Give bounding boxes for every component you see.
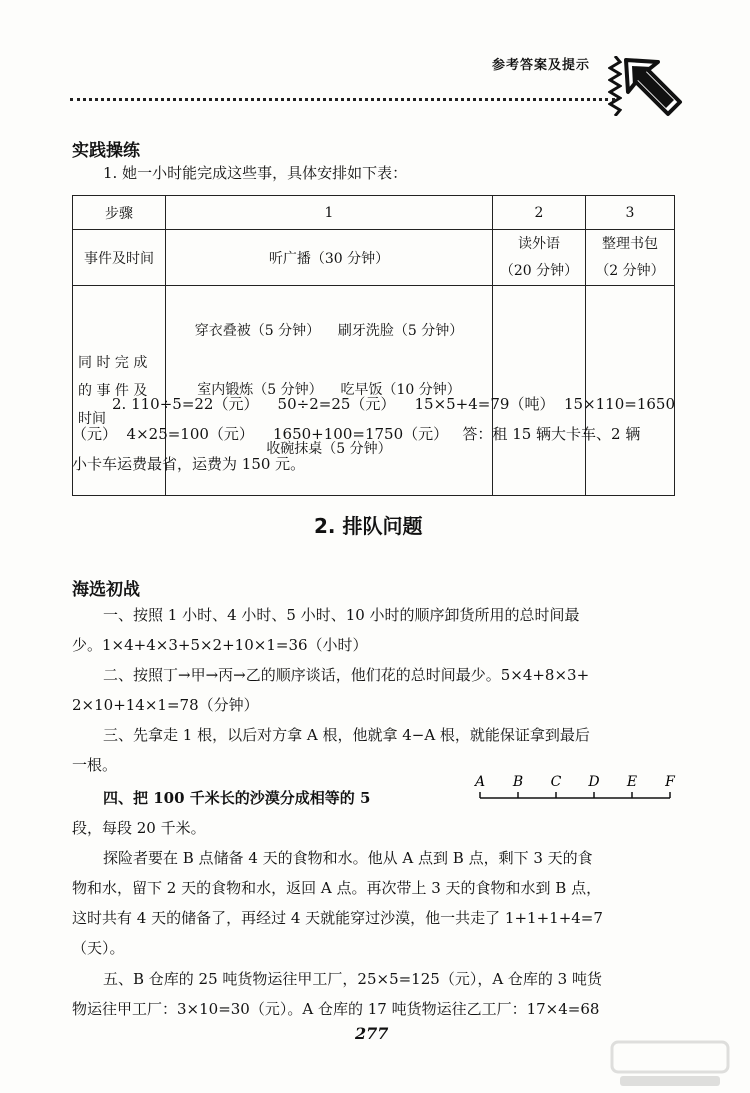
table-row bbox=[73, 230, 675, 286]
segment-point-label: C bbox=[550, 774, 562, 790]
answer-5-line-2: 物运往甲工厂：3×10=30（元）。A 仓库的 17 吨货物运往乙工厂：17×4=68 bbox=[72, 1000, 600, 1018]
segment-point-label: F bbox=[665, 774, 675, 790]
arrow-icon bbox=[622, 56, 684, 118]
table-cell bbox=[586, 230, 675, 286]
answer-4-line-1: 四、把 100 千米长的沙漠分成相等的 5 bbox=[103, 789, 371, 807]
segment-point-label: A bbox=[474, 774, 486, 790]
zigzag-decoration bbox=[608, 56, 622, 116]
answer-4-line-2: 段，每段 20 千米。 bbox=[72, 819, 206, 837]
table-cell: 事件及时间 bbox=[73, 230, 166, 286]
running-header: 参考答案及提示 bbox=[492, 58, 591, 73]
table-header-cell: 2 bbox=[493, 196, 586, 230]
question-2-line-3: 小卡车运费最省，运费为 150 元。 bbox=[72, 455, 306, 473]
cell-line: 时间 bbox=[78, 410, 106, 427]
segment-point-label: D bbox=[588, 774, 600, 790]
cell-line: （2 分钟） bbox=[595, 262, 665, 279]
cell-line: （20 分钟） bbox=[499, 262, 579, 279]
table-row bbox=[73, 196, 675, 230]
cell-line: 收碗抹桌（5 分钟） bbox=[266, 441, 392, 457]
page-number: 277 bbox=[355, 1024, 389, 1043]
answer-2-line-2: 2×10+14×1=78（分钟） bbox=[72, 696, 259, 714]
question-2-line-1: 2. 110÷5=22（元） 50÷2=25（元） 15×5+4=79（吨） 15×110=1650 bbox=[112, 395, 676, 413]
cell-line: 同 时 完 成 bbox=[78, 354, 148, 371]
cell-line: 读外语 bbox=[518, 235, 560, 252]
table-cell bbox=[493, 230, 586, 286]
section-title-selection: 海选初战 bbox=[72, 580, 140, 600]
question-2-line-2: （元） 4×25=100（元） 1650+100=1750（元） 答：租 15 辆大卡车、2 辆 bbox=[72, 425, 641, 443]
answer-4-line-5: 这时共有 4 天的储备了，再经过 4 天就能穿过沙漠，他一共走了 1+1+1+4=7 bbox=[72, 909, 603, 927]
table-header-cell: 步骤 bbox=[73, 196, 166, 230]
answer-4-line-3: 探险者要在 B 点储备 4 天的食物和水。他从 A 点到 B 点，剩下 3 天的食 bbox=[103, 849, 593, 867]
answer-1-line-1: 一、按照 1 小时、4 小时、5 小时、10 小时的顺序卸货所用的总时间最 bbox=[103, 606, 580, 624]
chapter-title: 2. 排队问题 bbox=[314, 514, 423, 538]
question-1-text: 1. 她一小时能完成这些事，具体安排如下表： bbox=[103, 164, 408, 182]
cell-line: 穿衣叠被（5 分钟） 刷牙洗脸（5 分钟） bbox=[194, 323, 464, 339]
watermark-logo bbox=[610, 1040, 730, 1090]
answer-4-line-4: 物和水，留下 2 天的食物和水，返回 A 点。再次带上 3 天的食物和水到 B 点， bbox=[72, 879, 602, 897]
answer-1-line-2: 少。1×4+4×3+5×2+10×1=36（小时） bbox=[72, 636, 368, 654]
table-header-cell: 1 bbox=[166, 196, 493, 230]
segment-point-label: B bbox=[512, 774, 524, 790]
table-header-cell: 3 bbox=[586, 196, 675, 230]
header-divider bbox=[70, 98, 615, 101]
answer-3-line-1: 三、先拿走 1 根，以后对方拿 A 根，他就拿 4−A 根，就能保证拿到最后 bbox=[103, 726, 590, 744]
answer-4-line-6: （天）。 bbox=[72, 939, 125, 957]
segment-point-label: E bbox=[626, 774, 638, 790]
answer-5-line-1: 五、B 仓库的 25 吨货物运往甲工厂，25×5=125（元），A 仓库的 3 吨货 bbox=[103, 970, 602, 988]
cell-line: 的 事 件 及 bbox=[78, 382, 148, 399]
answer-3-line-2: 一根。 bbox=[72, 756, 118, 774]
desert-segment-diagram bbox=[470, 770, 685, 810]
section-title-practice: 实践操练 bbox=[72, 141, 140, 161]
table-cell: 听广播（30 分钟） bbox=[166, 230, 493, 286]
answer-2-line-1: 二、按照丁→甲→丙→乙的顺序谈话，他们花的总时间最少。5×4+8×3+ bbox=[103, 666, 590, 684]
cell-line: 室内锻炼（5 分钟） 吃早饭（10 分钟） bbox=[197, 382, 461, 398]
cell-line: 整理书包 bbox=[602, 235, 658, 252]
